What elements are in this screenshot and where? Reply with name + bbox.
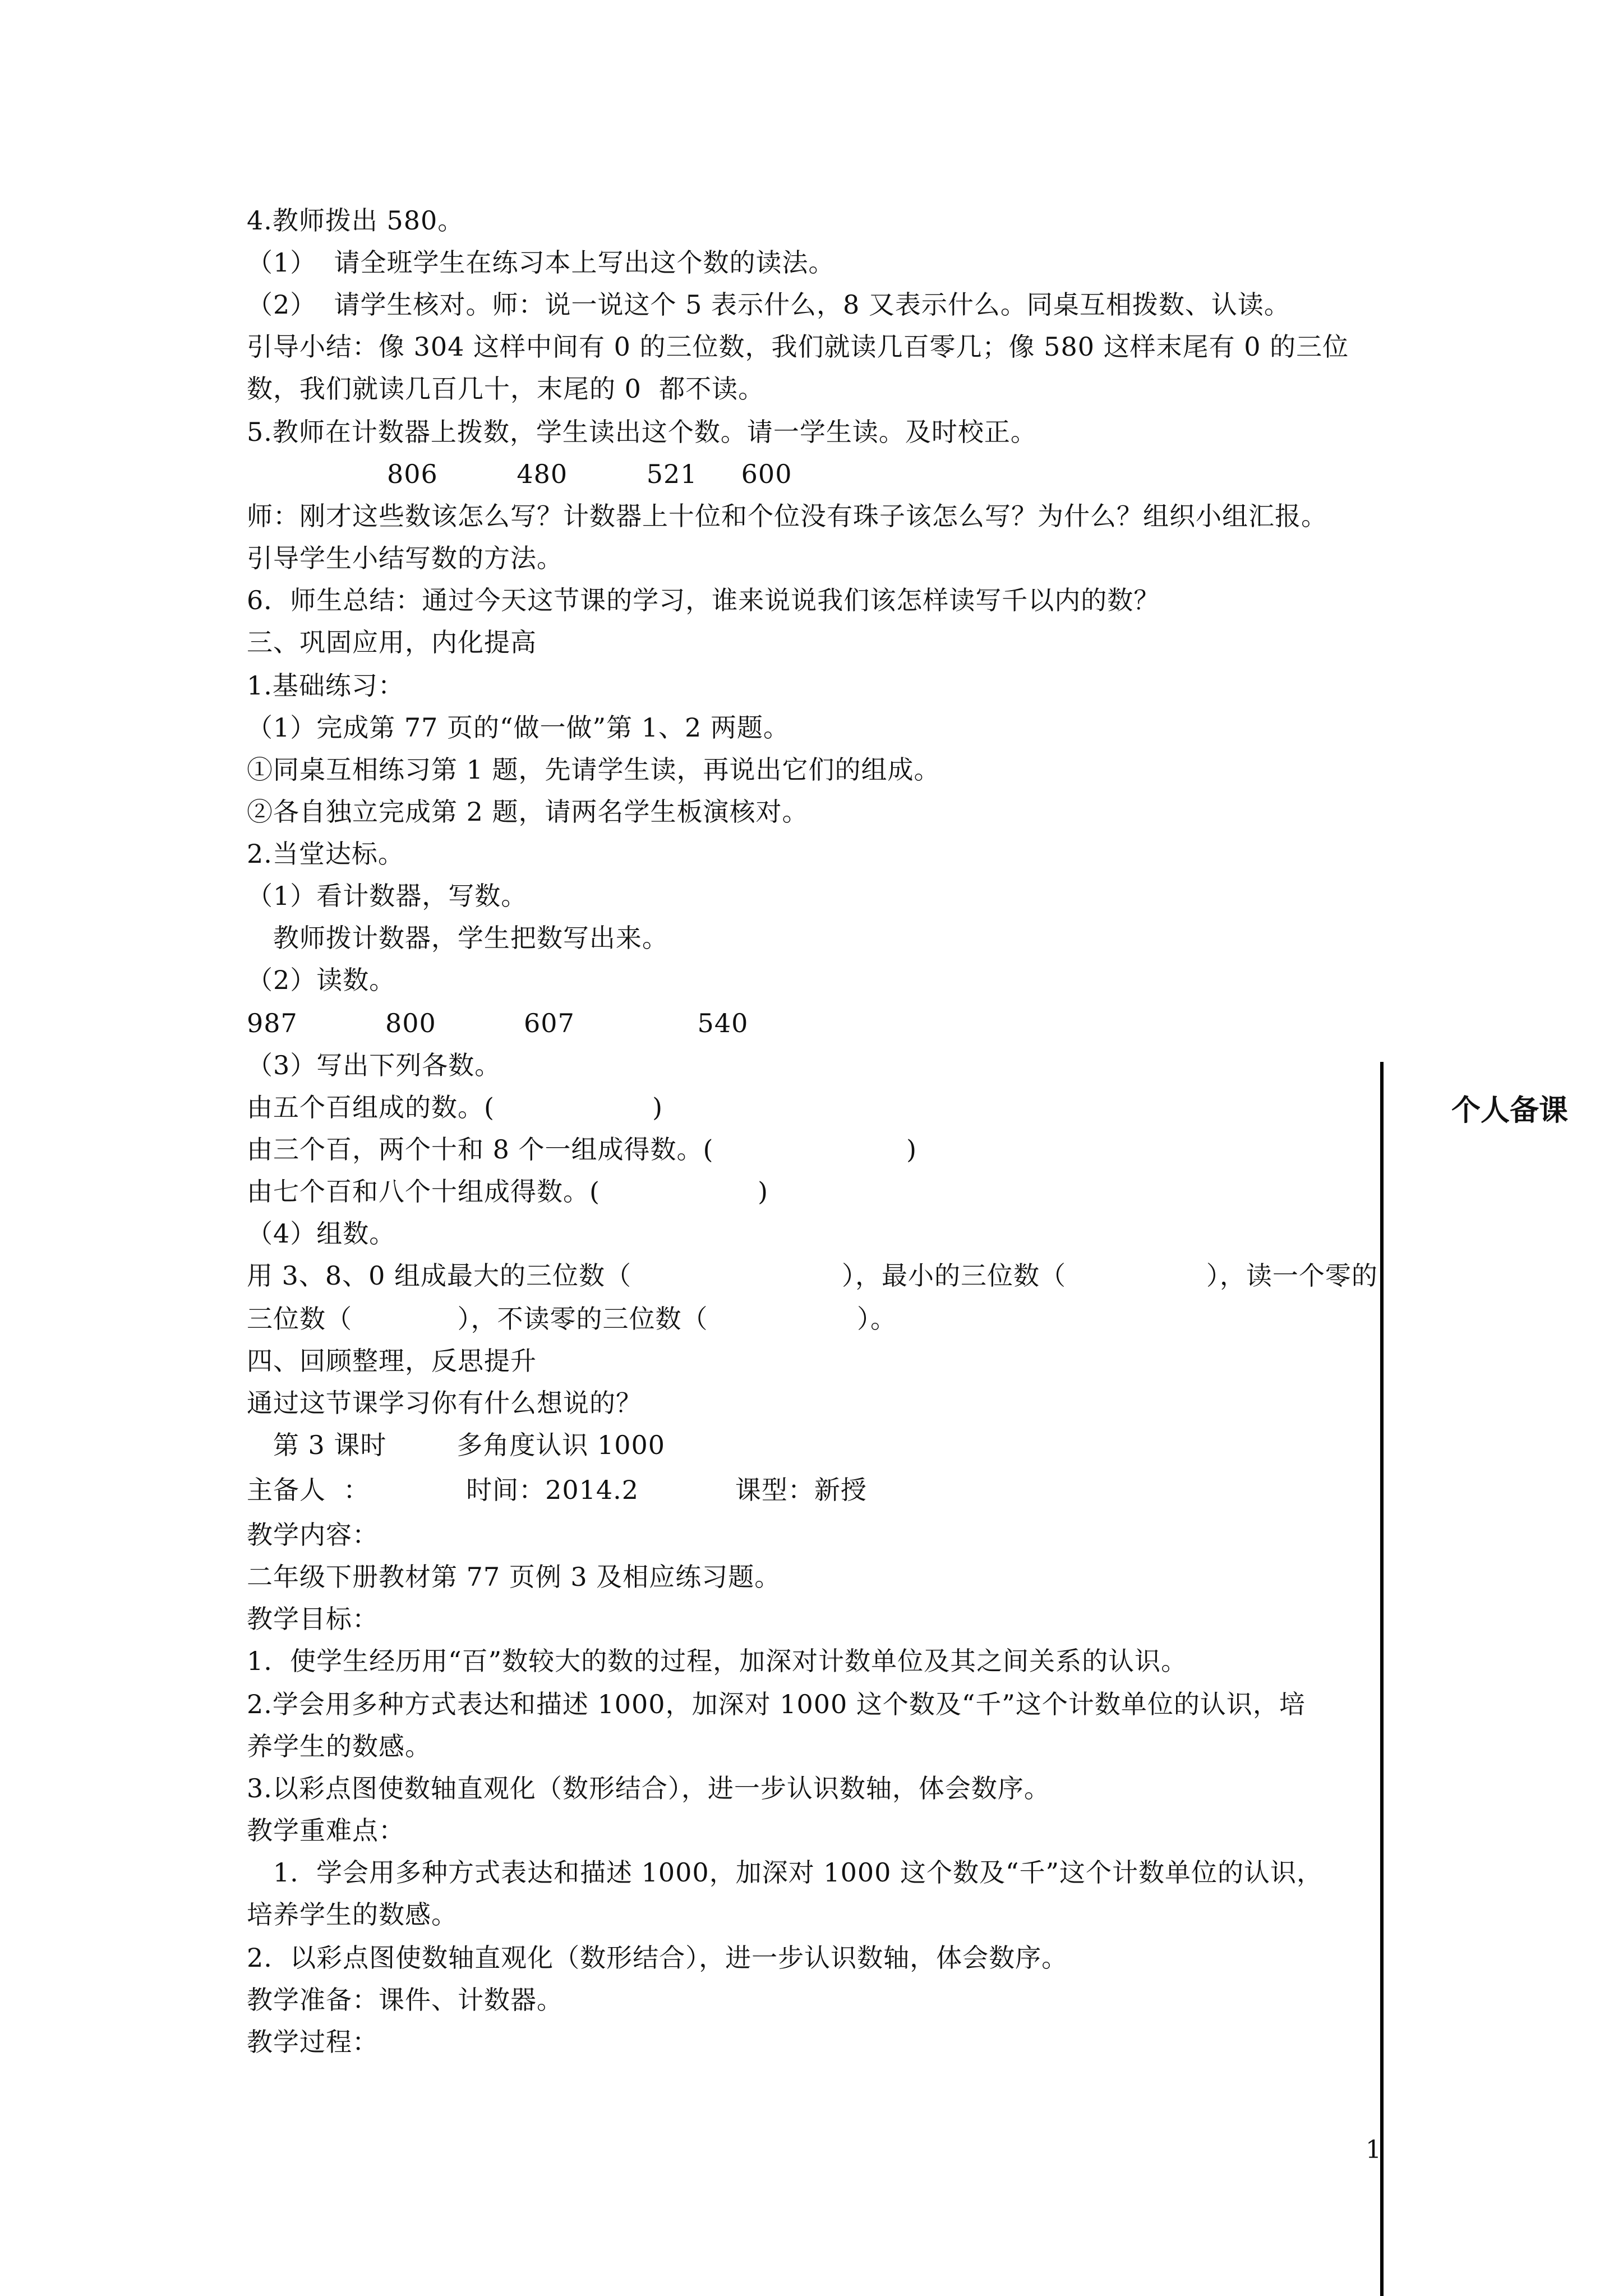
text-line: 师：刚才这些数该怎么写？计数器上十位和个位没有珠子该怎么写？为什么？组织小组汇报。	[247, 501, 1327, 531]
text-line: 二年级下册教材第 77 页例 3 及相应练习题。	[247, 1562, 781, 1592]
sidebar-label: 个人备课	[1451, 1094, 1569, 1128]
lesson-meta: 主备人 ： 时间：2014.2 课型：新授	[247, 1475, 867, 1505]
text-line: （2） 请学生核对。师：说一说这个 5 表示什么，8 又表示什么。同桌互相拨数、认读。	[247, 289, 1290, 320]
section-heading: 三、巩固应用，内化提高	[247, 627, 537, 657]
text-line: （1） 请全班学生在练习本上写出这个数的读法。	[247, 247, 835, 278]
page-number: 1	[1366, 2136, 1381, 2164]
lesson-title: 第 3 课时 多角度认识 1000	[247, 1430, 666, 1460]
text-line: 培养学生的数感。	[247, 1899, 458, 1930]
text-line: 2.当堂达标。	[247, 839, 404, 869]
text-line: 由三个百，两个十和 8 个一组成得数。( )	[247, 1134, 917, 1165]
text-line: （1）完成第 77 页的“做一做”第 1、2 两题。	[247, 712, 790, 743]
text-line: ①同桌互相练习第 1 题，先请学生读，再说出它们的组成。	[247, 754, 940, 785]
text-line: 教学重难点：	[247, 1815, 405, 1846]
text-line: 4.教师拨出 580。	[247, 205, 464, 236]
text-line: 987 800 607 540	[247, 1008, 749, 1038]
text-line: 养学生的数感。	[247, 1731, 431, 1761]
text-line: 教学过程：	[247, 2027, 379, 2057]
text-line: 2.学会用多种方式表达和描述 1000，加深对 1000 这个数及“千”这个计数单位的认识，培	[247, 1689, 1306, 1719]
text-line: 2. 以彩点图使数轴直观化（数形结合），进一步认识数轴，体会数序。	[247, 1943, 1068, 1973]
text-line: 3.以彩点图使数轴直观化（数形结合），进一步认识数轴，体会数序。	[247, 1773, 1050, 1803]
text-line: 三位数（ ），不读零的三位数（ ）。	[247, 1304, 897, 1334]
text-line: 教学内容：	[247, 1520, 379, 1550]
text-line: 教学准备：课件、计数器。	[247, 1985, 563, 2015]
text-line: 由七个百和八个十组成得数。( )	[247, 1176, 769, 1207]
text-line: 5.教师在计数器上拨数，学生读出这个数。请一学生读。及时校正。	[247, 417, 1037, 447]
text-line: 由五个百组成的数。( )	[247, 1092, 663, 1122]
text-line: 引导学生小结写数的方法。	[247, 543, 563, 573]
text-line: 通过这节课学习你有什么想说的？	[247, 1388, 642, 1418]
text-line: 1. 使学生经历用“百”数较大的数的过程，加深对计数单位及其之间关系的认识。	[247, 1646, 1188, 1676]
text-line: 1.基础练习：	[247, 670, 404, 701]
text-line: 教学目标：	[247, 1604, 379, 1634]
text-line: （2）读数。	[247, 965, 396, 995]
text-line: （4）组数。	[247, 1218, 396, 1249]
section-heading: 四、回顾整理，反思提升	[247, 1346, 537, 1376]
text-line: （1）看计数器，写数。	[247, 881, 528, 911]
text-line: 用 3、8、0 组成最大的三位数（ ），最小的三位数（ ），读一个零的	[247, 1260, 1378, 1291]
margin-divider-line	[1380, 1062, 1384, 2296]
text-line: 教师拨计数器，学生把数写出来。	[247, 923, 668, 953]
text-line: 数，我们就读几百几十，末尾的 0 都不读。	[247, 374, 765, 404]
text-line: ②各自独立完成第 2 题，请两名学生板演核对。	[247, 797, 809, 827]
text-line: 引导小结：像 304 这样中间有 0 的三位数，我们就读几百零几；像 580 这样末尾有 0 的三位	[247, 332, 1349, 362]
text-line: 1. 学会用多种方式表达和描述 1000，加深对 1000 这个数及“千”这个计数单位的认识，	[247, 1857, 1324, 1888]
text-line: 6．师生总结：通过今天这节课的学习，谁来说说我们该怎样读写千以内的数？	[247, 585, 1160, 615]
text-line: （3）写出下列各数。	[247, 1050, 501, 1080]
text-line: 806 480 521 600	[247, 459, 792, 489]
